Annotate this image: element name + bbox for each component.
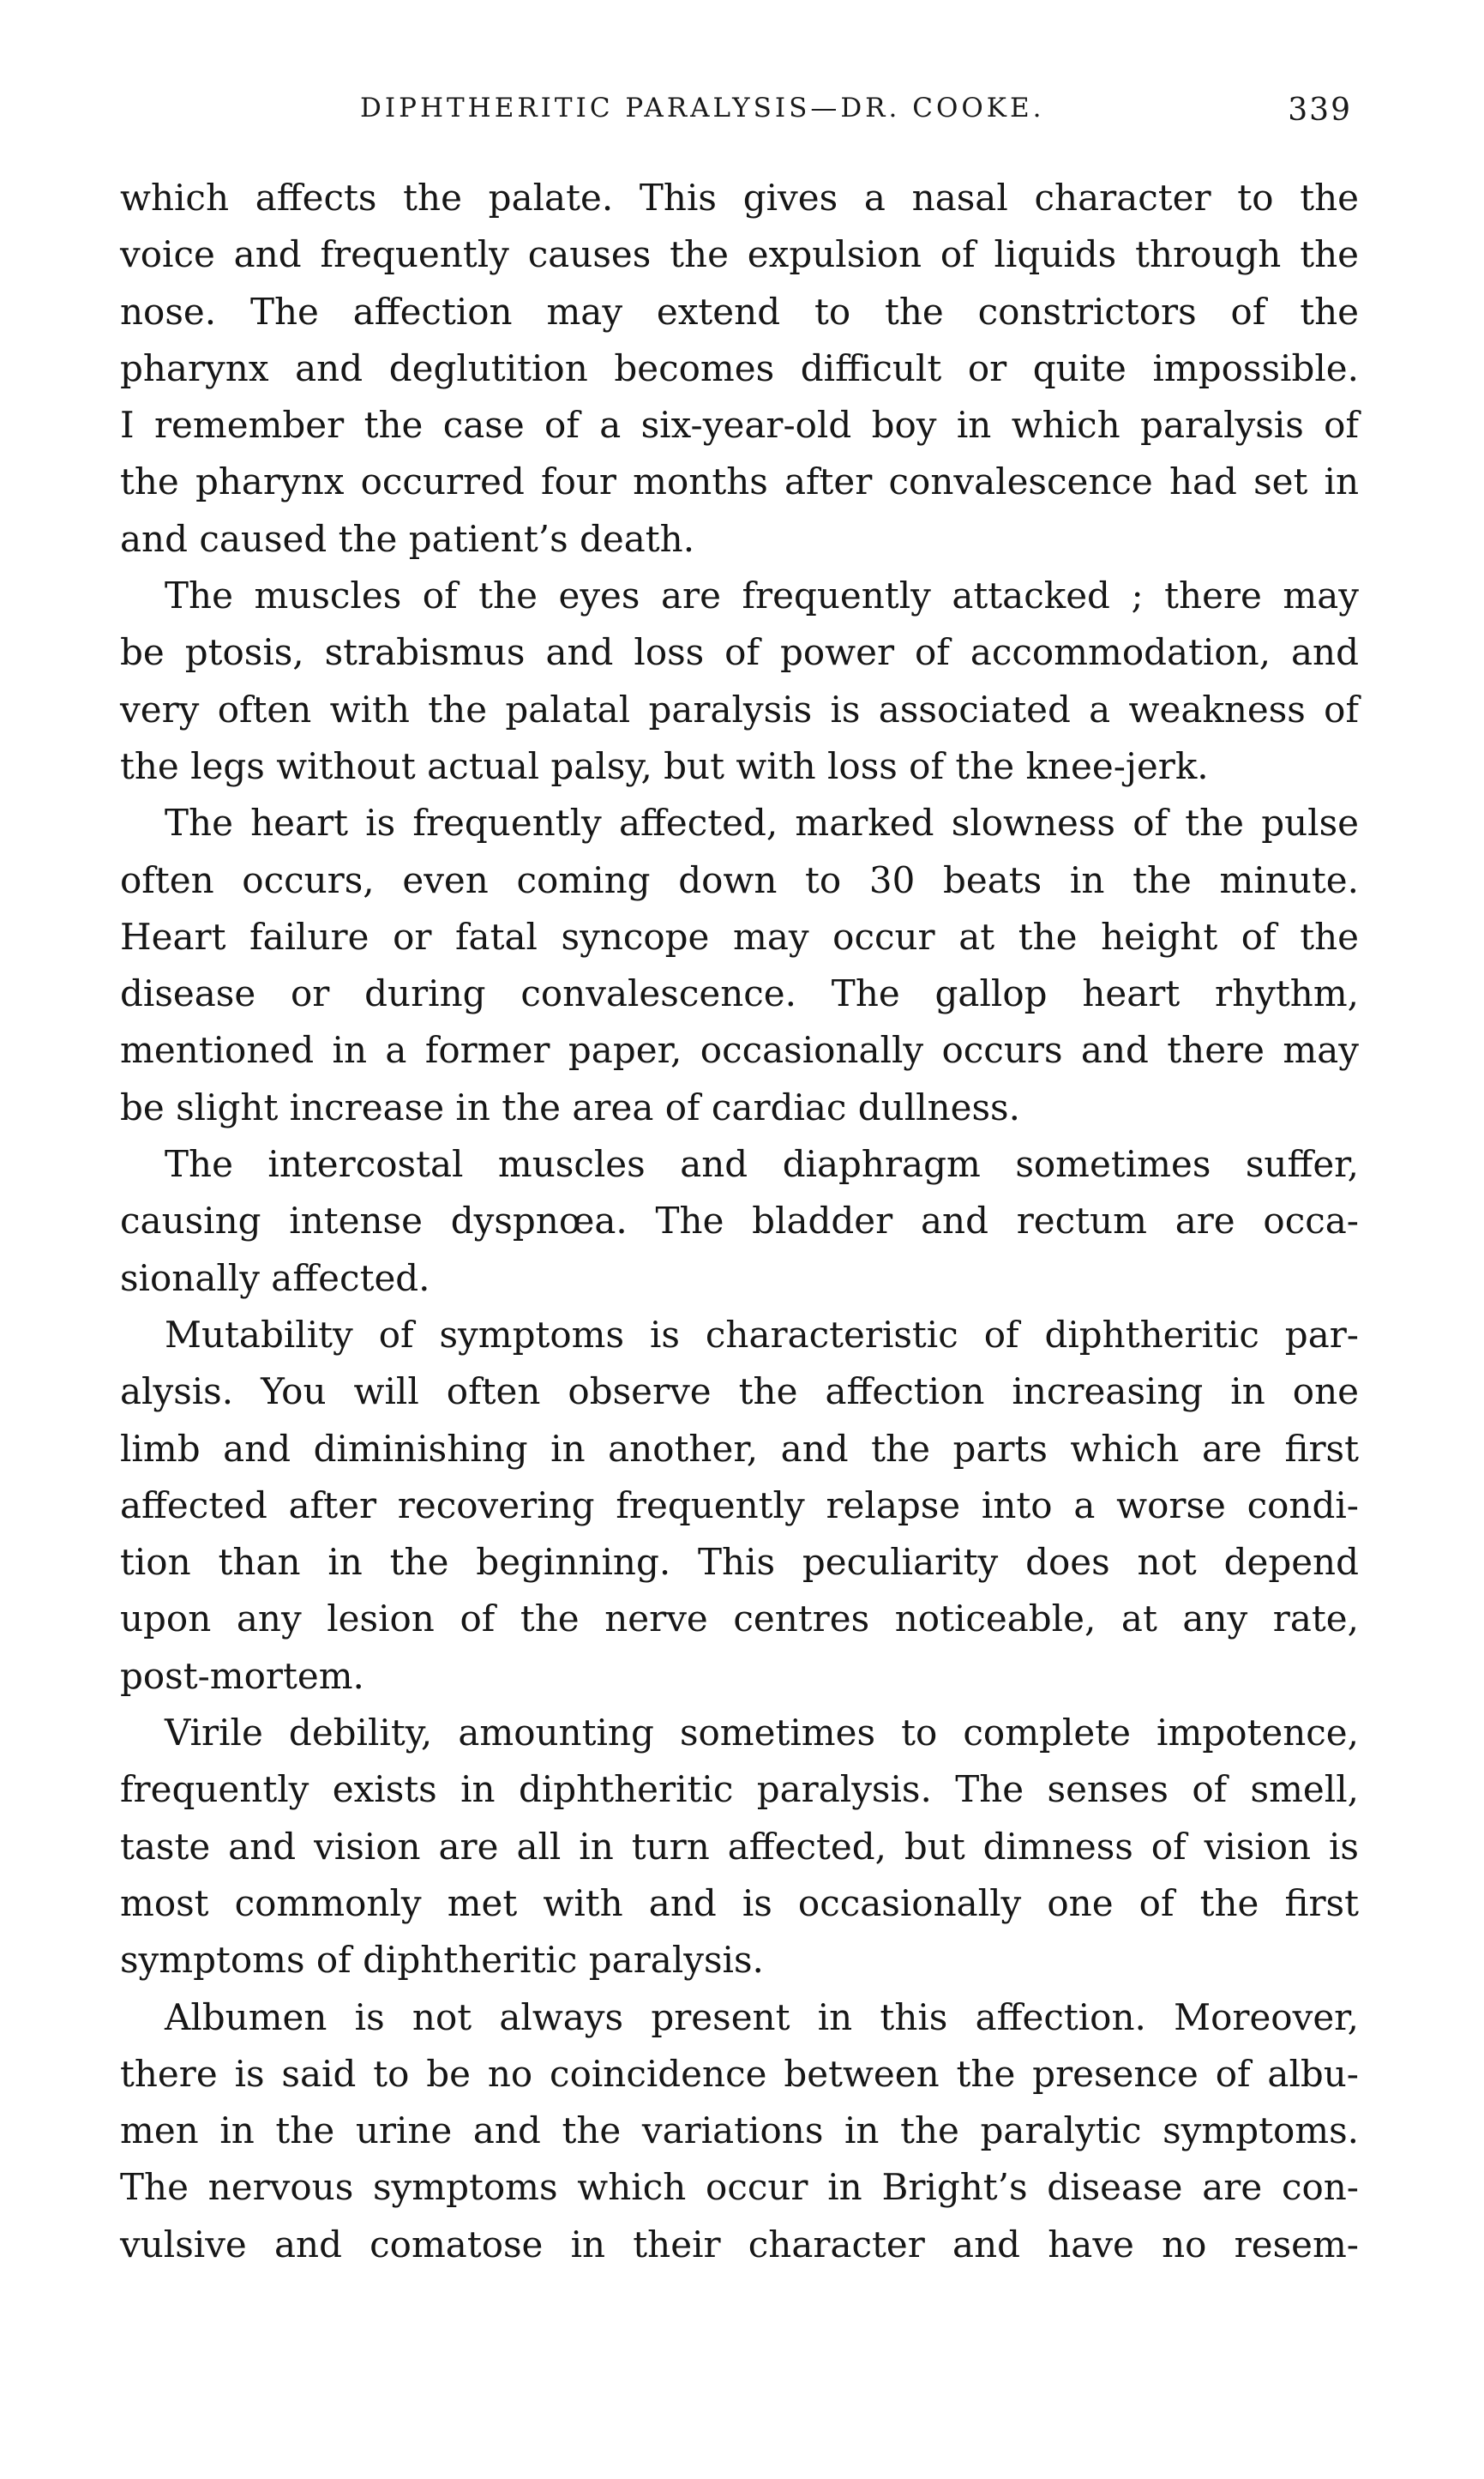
text-line: post-mortem. [120,1654,364,1697]
running-title: DIPHTHERITIC PARALYSIS—DR. COOKE. [360,93,1045,123]
text-line: Mutability of symptoms is characteristic of diphtheritic par- [165,1313,1359,1356]
text-line: Albumen is not always present in this affection. Moreover, [165,1995,1359,2038]
paragraph-mutability [120,1307,1359,1705]
text-line: the pharynx occurred four months after convalescence had set in [120,460,1359,503]
text-line: limb and diminishing in another, and the parts which are first [120,1427,1359,1470]
text-line: mentioned in a former paper, occasionally occurs and there may [120,1029,1359,1072]
text-line: and caused the patient’s death. [120,517,695,560]
paragraph-palate [120,170,1359,568]
page-number: 339 [1288,93,1352,128]
text-line: be ptosis, strabismus and loss of power of accommodation, and [120,631,1359,674]
paragraph-eyes [120,568,1359,795]
paragraph-intercostal [120,1136,1359,1307]
text-line: there is said to be no coincidence between the presence of albu- [120,2052,1359,2095]
text-line: frequently exists in diphtheritic paralysis. The senses of smell, [120,1768,1359,1811]
paragraph-virile [120,1705,1359,1989]
text-line: The intercostal muscles and diaphragm sometimes suffer, [165,1143,1359,1186]
text-line: I remember the case of a six-year-old boy in which paralysis of [120,404,1359,447]
body-text [120,170,1359,2273]
text-line: men in the urine and the variations in the paralytic symptoms. [120,2109,1359,2152]
running-head [120,93,1359,144]
text-line: the legs without actual palsy, but with loss of the knee-jerk. [120,744,1209,787]
text-line: be slight increase in the area of cardiac dullness. [120,1086,1020,1128]
text-line: nose. The affection may extend to the constrictors of the [120,290,1359,333]
text-line: The heart is frequently affected, marked slowness of the pulse [165,802,1359,845]
text-line: taste and vision are all in turn affected, but dimness of vision is [120,1825,1359,1868]
text-line: most commonly met with and is occasionally one of the first [120,1881,1359,1924]
text-line: very often with the palatal paralysis is associated a weakness of [120,688,1359,731]
text-line: voice and frequently causes the expulsion of liquids through the [120,233,1359,276]
text-line: The muscles of the eyes are frequently attacked ; there may [165,575,1359,617]
text-line: tion than in the beginning. This peculiarity does not depend [120,1541,1359,1584]
text-line: alysis. You will often observe the affection increasing in one [120,1370,1359,1413]
text-line: Heart failure or fatal syncope may occur at the height of the [120,915,1359,958]
text-line: pharynx and deglutition becomes difficult or quite impossible. [120,346,1359,389]
text-line: upon any lesion of the nerve centres noticeable, at any rate, [120,1598,1359,1640]
text-line: Virile debility, amounting sometimes to complete impotence, [165,1712,1359,1754]
text-line: causing intense dyspnœa. The bladder and rectum are occa- [120,1200,1359,1243]
paragraph-heart [120,795,1359,1136]
text-line: sionally affected. [120,1256,430,1299]
paragraph-albumen [120,1989,1359,2273]
text-line: often occurs, even coming down to 30 beats in the minute. [120,858,1359,901]
text-line: The nervous symptoms which occur in Bright’s disease are con- [120,2166,1359,2209]
text-line: symptoms of diphtheritic paralysis. [120,1939,764,1982]
text-line: disease or during convalescence. The gallop heart rhythm, [120,972,1359,1015]
text-line: affected after recovering frequently relapse into a worse condi- [120,1483,1359,1526]
text-line: vulsive and comatose in their character and have no resem- [120,2223,1359,2265]
text-line: which affects the palate. This gives a nasal character to the [120,177,1359,219]
